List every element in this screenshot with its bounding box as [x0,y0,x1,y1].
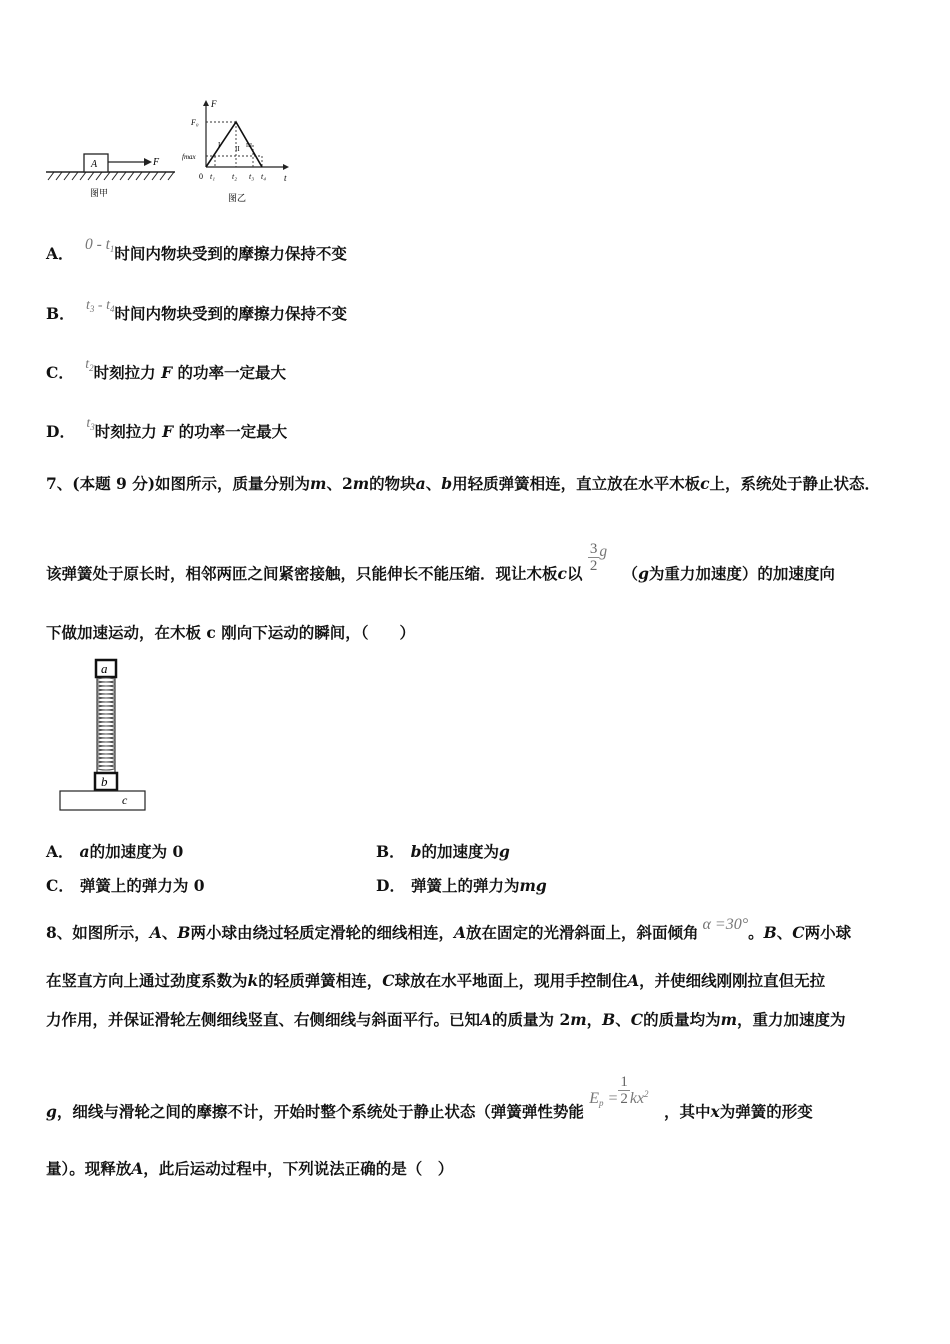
axis-f-label: F [211,99,217,109]
tick-t1: t₁ [210,172,216,181]
q7-option-b[interactable]: B． b的加速度为g [376,842,510,861]
label-yi: 图乙 [228,194,247,204]
board-c [60,791,145,810]
spring-coil [97,726,115,730]
tick-t4: t₄ [261,172,267,181]
q6-option-a[interactable] [46,236,347,264]
fraction-1-2: $\frac{1}{2}$ [620,1074,628,1107]
alpha-30: α =30° [702,916,749,933]
spring-coil [97,750,115,754]
spring-coil [97,690,115,694]
tick-t3: t₃ [249,172,255,181]
dashed-guides [206,122,262,167]
block-b-label: b [101,774,108,789]
label-origin: 0 [199,172,203,181]
q6-option-c[interactable] [46,357,286,383]
q8-stem-line4: g，细线与滑轮之间的摩擦不计，开始时整个系统处于静止状态（弹簧弹性势能 $E_p$ = $\frac{1}{2}$ $kx^2$ ，其中x为弹簧的形变 [46,1074,813,1121]
q7-stem-line3: 下做加速运动，在木板 c 刚向下运动的瞬间，（ ） [46,623,415,642]
q7-figure [55,655,155,815]
spring-coil [97,730,115,734]
axis-t-label: t [284,173,287,183]
option-text: 时间内物块受到的摩擦力保持不变 [114,244,347,263]
spring-coil [97,766,115,770]
spring-coil [97,698,115,702]
spring-coil [97,718,115,722]
option-letter: B． [46,304,75,323]
axis-t-arrow [283,164,289,170]
spring-coil [97,738,115,742]
region-i: I [218,141,221,149]
force-label: F [153,157,160,168]
option-text: 时刻拉力 [93,363,156,382]
block-a-label: A [91,159,98,170]
q7-option-d[interactable]: D． 弹簧上的弹力为mg [376,876,547,895]
option-letter: A． [46,244,74,263]
spring-coil [97,742,115,746]
q8-stem-line5: 量）。现释放A，此后运动过程中，下列说法正确的是（ ） [46,1159,454,1178]
region-iii: III [246,143,252,149]
q7-stem-line2: 该弹簧处于原长时，相邻两匝之间紧密接触，只能伸长不能压缩．现让木板c以 $\frac{3}{2}$ g （g为重力加速度）的加速度向 [46,541,835,583]
spring-coil [97,746,115,750]
q8-stem-line3: 力作用，并保证滑轮左侧细线竖直、右侧细线与斜面平行。已知A的质量为 2m，B、C的质量均为m，重力加速度为 [46,1010,846,1029]
energy-formula: $E_p$ = [589,1089,619,1108]
q8-stem-line2: 在竖直方向上通过劲度系数为k的轻质弹簧相连，C球放在水平地面上，现用手控制住A，并使细线刚刚拉直但无拉 [46,971,826,990]
board-c-label: c [122,793,128,807]
option-text-2: 的功率一定最大 [178,422,288,441]
option-math: $t_3$ [86,416,95,432]
q8-stem-line1: 8、如图所示，A、B两小球由绕过轻质定滑轮的细线相连，A放在固定的光滑斜面上，斜面倾角 α =30°。B、C两小球 [46,916,852,942]
spring-coil [97,762,115,766]
spring-coil [97,702,115,706]
force-arrowhead [144,158,152,166]
option-math: $t_3 - t_4$ [86,298,115,314]
option-math: $0 - t_1$ [84,236,115,254]
q6-option-b[interactable] [46,298,347,324]
spring-coil [97,706,115,710]
tick-t2: t₂ [232,172,238,181]
region-ii: II [235,145,240,153]
spring-coil [97,754,115,758]
q7-option-a[interactable]: A． a的加速度为 0 [46,842,184,861]
q6-figure [40,95,310,210]
spring-coil [97,694,115,698]
label-fmax: fmax [182,153,196,161]
var-f: F [162,422,174,441]
option-text: 时刻拉力 [94,422,157,441]
spring-coil [97,686,115,690]
option-math: $t_2$ [85,357,94,373]
option-text: 时间内物块受到的摩擦力保持不变 [114,304,347,323]
spring-coil [97,710,115,714]
spring-coil [97,682,115,686]
option-letter: D． [46,422,75,441]
spring-coil [97,758,115,762]
spring-coil [97,678,115,682]
var-f: F [161,363,173,382]
label-f0: F₀ [191,118,199,127]
spring-coil [97,722,115,726]
q6-option-d[interactable] [46,416,288,442]
spring-coils [97,678,115,770]
block-a-label: a [101,661,108,676]
spring-coil [97,734,115,738]
ground-hatch [48,172,174,180]
q7-stem-line1: 7、(本题 9 分)如图所示，质量分别为m、2m的物块a、b用轻质弹簧相连，直立放在水平木板c上，系统处于静止状态． [46,474,881,493]
option-letter: C． [46,363,74,382]
fraction-3-2: $\frac{3}{2}$ [589,541,598,574]
spring-coil [97,714,115,718]
force-curve [206,122,262,167]
q7-option-c[interactable]: C． 弹簧上的弹力为 0 [46,876,205,895]
axis-f-arrow [203,100,209,106]
option-text-2: 的功率一定最大 [177,363,286,382]
label-jia: 图甲 [90,189,109,199]
